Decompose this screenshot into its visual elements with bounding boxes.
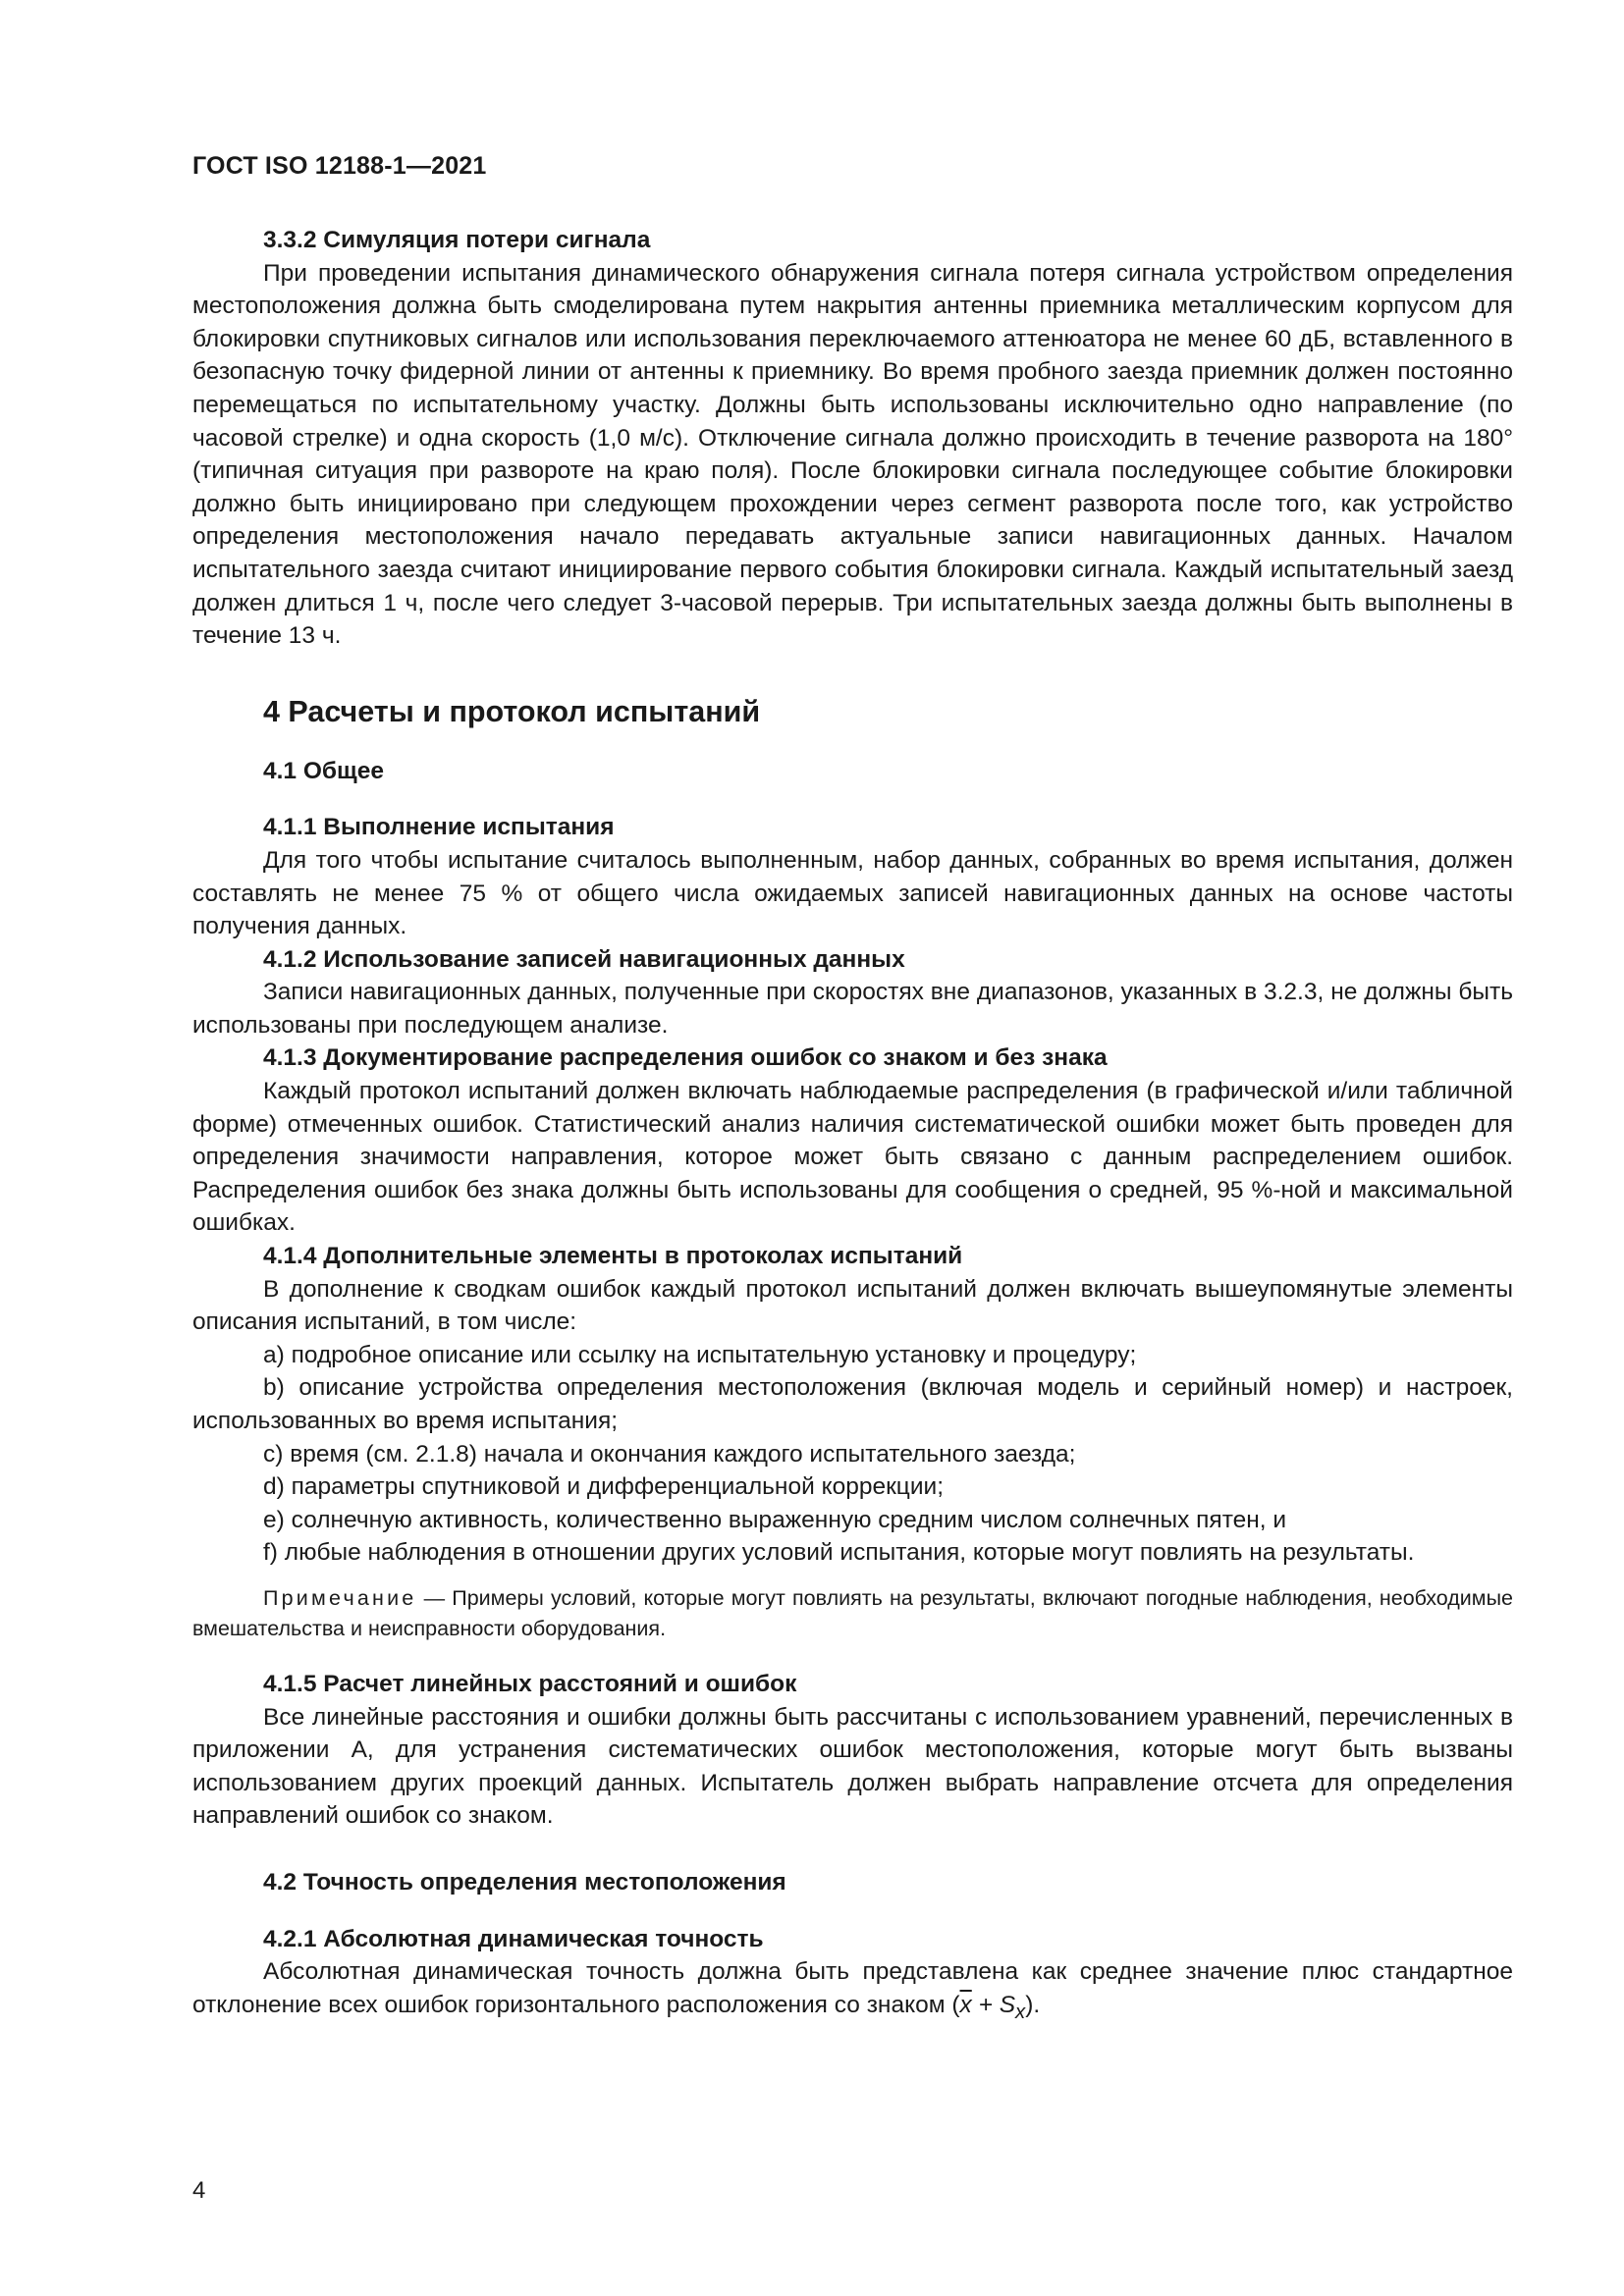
section-4-1-2-paragraph: Записи навигационных данных, полученные при скоростях вне диапазонов, указанных в 3.2.3, не должны быть использованы при последующем анализе. [192, 979, 1513, 1039]
section-4-2-1-text-end: ). [1025, 1991, 1041, 2018]
document-header: ГОСТ ISO 12188-1—2021 [192, 152, 487, 180]
section-4-1-4-paragraph: В дополнение к сводкам ошибок каждый протокол испытаний должен включать вышеупомянутые элементы описания испытаний, в том числе: [192, 1275, 1513, 1336]
note-text: — Примеры условий, которые могут повлиять на результаты, включают погодные наблюдения, необходимые вмешательства и неисправности оборудования. [192, 1585, 1513, 1640]
page-number: 4 [192, 2177, 206, 2204]
section-4-1-3-heading: 4.1.3 Документирование распределения ошибок со знаком и без знака [263, 1044, 1108, 1072]
section-4-1-2-heading: 4.1.2 Использование записей навигационных данных [263, 945, 905, 973]
formula [959, 1991, 1026, 2023]
formula-mean: $\overline{x}$ [959, 1991, 972, 2018]
section-4-1-3-paragraph: Каждый протокол испытаний должен включать наблюдаемые распределения (в графической и/или табличной форме) отмеченных ошибок. Статистический анализ наличия систематической ошибки может быть проведен для определения значимости направления, которое может быть связано с данным распределением ошибок. Распределения ошибок без знака должны быть использованы для сообщения о средней, 95 %-ной и максимальной ошибках. [192, 1078, 1513, 1237]
formula-subscript: x [1015, 2001, 1026, 2023]
section-4-2-1-heading: 4.2.1 Абсолютная динамическая точность [263, 1925, 764, 1952]
list-item: e) солнечную активность, количественно выраженную средним числом солнечных пятен, и [263, 1506, 1287, 1533]
section-4-1-heading: 4.1 Общее [263, 757, 384, 784]
section-3-3-2-paragraph: При проведении испытания динамического обнаружения сигнала потеря сигнала устройством определения местоположения должна быть смоделирована путем накрытия антенны приемника металлическим корпусом для блокировки спутниковых сигналов или использования переключаемого аттенюатора не менее 60 дБ, вставленного в безопасную точку фидерной линии от антенны к приемнику. Во время пробного заезда приемник должен постоянно перемещаться по испытательному участку. Должны быть использованы исключительно одно направление (по часовой стрелке) и одна скорость (1,0 м/с). Отключение сигнала должно происходить в течение разворота на 180° (типичная ситуация при развороте на краю поля). После блокировки сигнала последующее событие блокировки должно быть инициировано при следующем прохождении через сегмент разворота после того, как устройство определения местоположения начало передавать актуальные записи навигационных данных. Началом испытательного заезда считают инициирование первого события блокировки сигнала. Каждый испытательный заезд должен длиться 1 ч, после чего следует 3-часовой перерыв. Три испытательных заезда должны быть выполнены в течение 13 ч. [192, 259, 1513, 650]
document-body [192, 224, 1513, 2029]
section-4-2-heading: 4.2 Точность определения местоположения [263, 1868, 786, 1896]
list-item: f) любые наблюдения в отношении других условий испытания, которые могут повлиять на результаты. [263, 1539, 1415, 1567]
section-4-1-4-heading: 4.1.4 Дополнительные элементы в протоколах испытаний [263, 1243, 963, 1270]
note [192, 1583, 1513, 1644]
formula-plus: + [971, 1991, 1000, 2018]
section-3-3-2-heading: 3.3.2 Симуляция потери сигнала [263, 227, 651, 253]
section-4-1-4-list [192, 1339, 1513, 1570]
formula-stddev: S [999, 1991, 1016, 2018]
section-4-1-5-heading: 4.1.5 Расчет линейных расстояний и ошибок [263, 1670, 797, 1697]
section-4-heading: 4 Расчеты и протокол испытаний [263, 694, 761, 728]
section-4-2-1-text: Абсолютная динамическая точность должна быть представлена как среднее значение плюс стандартное отклонение всех ошибок горизонтального расположения со знаком ( [192, 1958, 1513, 2018]
note-label: Примечание [263, 1585, 417, 1610]
section-4-2-1-paragraph [192, 1955, 1513, 2029]
list-item: b) описание устройства определения местоположения (включая модель и серийный номер) и настроек, использованных во время испытания; [192, 1374, 1513, 1434]
section-4-1-5-paragraph: Все линейные расстояния и ошибки должны быть рассчитаны с использованием уравнений, перечисленных в приложении А, для устранения систематических ошибок местоположения, которые могут быть вызваны использованием других проекций данных. Испытатель должен выбрать направление отсчета для определения направлений ошибок со знаком. [192, 1703, 1513, 1830]
section-4-1-1-paragraph: Для того чтобы испытание считалось выполненным, набор данных, собранных во время испытания, должен составлять не менее 75 % от общего числа ожидаемых записей навигационных данных на основе частоты получения данных. [192, 846, 1513, 940]
list-item: a) подробное описание или ссылку на испытательную установку и процедуру; [263, 1341, 1137, 1368]
section-4-1-1-heading: 4.1.1 Выполнение испытания [263, 814, 615, 841]
list-item: d) параметры спутниковой и дифференциальной коррекции; [263, 1473, 945, 1501]
list-item: c) время (см. 2.1.8) начала и окончания каждого испытательного заезда; [263, 1440, 1076, 1468]
